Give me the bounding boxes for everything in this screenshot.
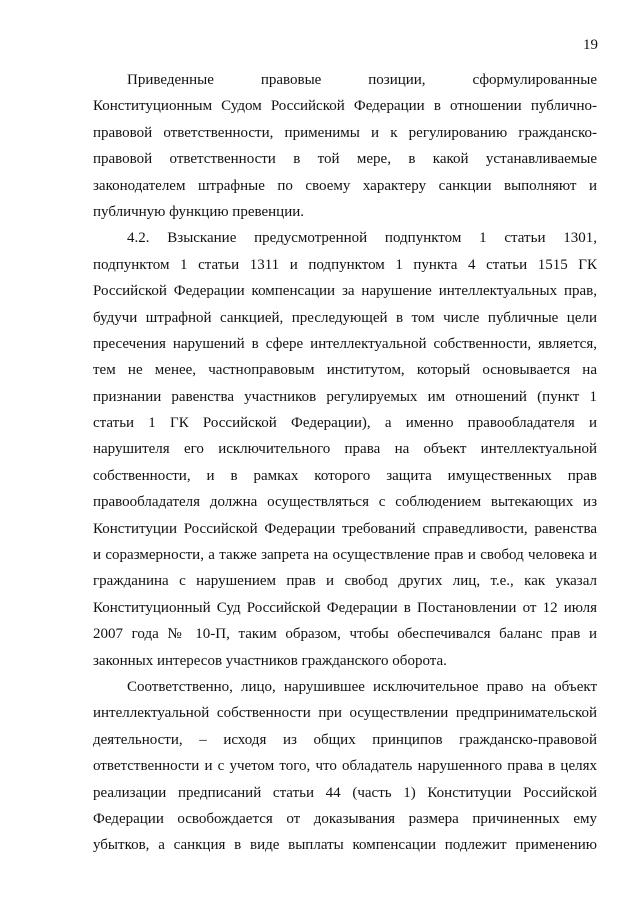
text-line: нарушителя его исключительного права на объект интеллектуальной: [93, 441, 597, 458]
paragraph-3: [93, 674, 597, 859]
text-line: гражданина с нарушением прав и свобод других лиц, т.е., как указал: [93, 573, 597, 590]
text-line: Конституционным Судом Российской Федерации в отношении публично-: [93, 98, 597, 115]
text-line: публичную функцию превенции.: [93, 203, 304, 220]
text-line: убытков, а санкция в виде выплаты компенсации подлежит применению: [93, 837, 597, 854]
text-line: интеллектуальной собственности при осуществлении предпринимательской: [93, 705, 597, 722]
text-line: правообладателя должна осуществляться с соблюдением вытекающих из: [93, 494, 597, 511]
text-line: ответственности и с учетом того, что обладатель нарушенного права в целях: [93, 758, 597, 775]
text-line: признании равенства участников регулируемых им отношений (пункт 1: [93, 388, 597, 405]
text-line: Конституции Российской Федерации требований справедливости, равенства: [93, 520, 597, 537]
text-line: Российской Федерации компенсации за нарушение интеллектуальных прав,: [93, 283, 597, 300]
text-line: деятельности, – исходя из общих принципов гражданско-правовой: [93, 731, 597, 748]
text-line: 2007 года № 10-П, таким образом, чтобы обеспечивался баланс прав и: [93, 626, 597, 643]
text-line: Конституционный Суд Российской Федерации в Постановлении от 12 июля: [93, 599, 597, 616]
text-line: правовой ответственности в той мере, в какой устанавливаемые: [93, 151, 597, 168]
text-line: и соразмерности, а также запрета на осуществление прав и свобод человека и: [93, 547, 597, 564]
text-line: 4.2. Взыскание предусмотренной подпунктом 1 статьи 1301,: [127, 230, 597, 247]
text-line: пресечения нарушений в сфере интеллектуальной собственности, является,: [93, 335, 597, 352]
text-line: реализации предписаний статьи 44 (часть 1) Конституции Российской: [93, 784, 597, 801]
text-line: подпунктом 1 статьи 1311 и подпунктом 1 пункта 4 статьи 1515 ГК: [93, 256, 597, 273]
body-text: [93, 67, 597, 859]
text-line: тем не менее, частноправовым институтом, который основывается на: [93, 362, 597, 379]
page-number: 19: [583, 37, 598, 53]
text-line: Приведенные правовые позиции, сформулированные: [127, 72, 597, 88]
text-line: законных интересов участников гражданского оборота.: [93, 652, 447, 669]
text-line: Федерации освобождается от доказывания размера причиненных ему: [93, 810, 597, 827]
text-line: собственности, и в рамках которого защита имущественных прав: [93, 467, 597, 484]
text-line: правовой ответственности, применимы и к регулированию гражданско-: [93, 124, 597, 141]
text-line: законодателем штрафные по своему характеру санкции выполняют и: [93, 177, 597, 194]
text-line: Соответственно, лицо, нарушившее исключительное право на объект: [127, 678, 597, 695]
text-line: будучи штрафной санкцией, преследующей в том числе публичные цели: [93, 309, 597, 326]
paragraph-1: [93, 67, 597, 225]
text-line: статьи 1 ГК Российской Федерации), а именно правообладателя и: [93, 415, 597, 432]
paragraph-2: [93, 225, 597, 674]
